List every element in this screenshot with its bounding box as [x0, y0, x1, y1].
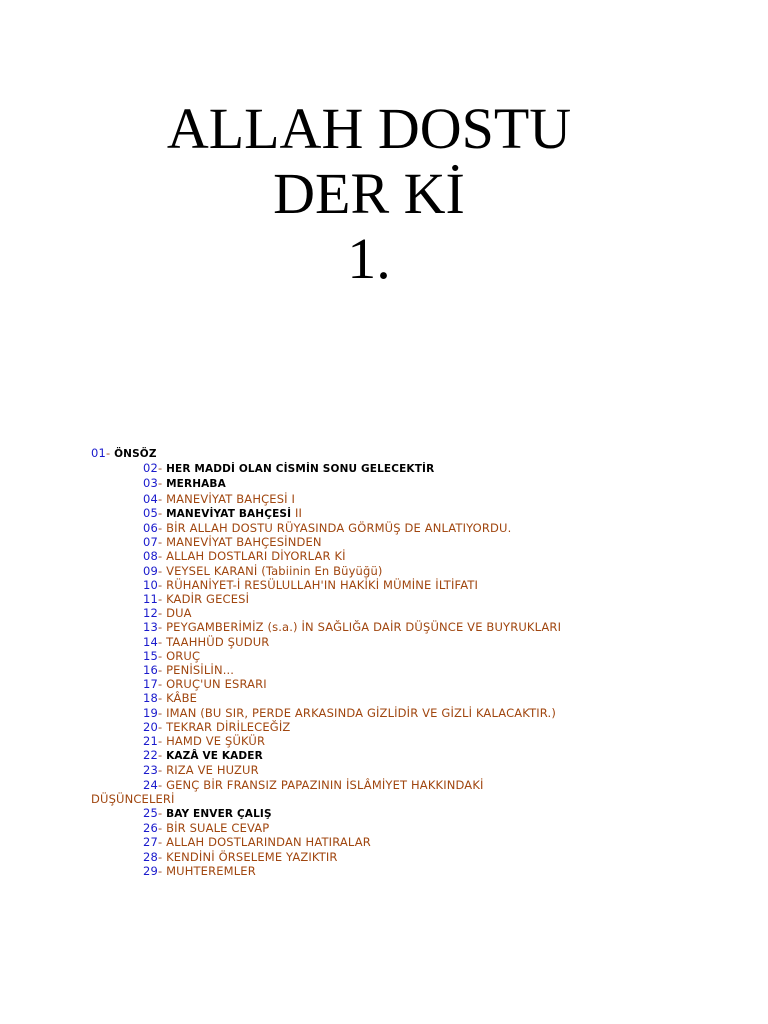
toc-item-number: 15 — [143, 648, 158, 663]
toc-item-separator: - — [157, 777, 163, 792]
toc-item-29[interactable] — [91, 864, 731, 878]
toc-item-label[interactable]: RIZA VE HUZUR — [166, 763, 259, 778]
toc-item-label[interactable]: ÖNSÖZ — [114, 448, 157, 460]
toc-item-27[interactable] — [91, 835, 731, 849]
title-line-2: DER Kİ — [273, 161, 465, 226]
title-line-1: ALLAH DOSTU — [166, 96, 572, 161]
toc-item-separator: - — [157, 549, 163, 564]
toc-item-label[interactable]: ORUÇ'UN ESRARI — [166, 677, 267, 692]
toc-item-separator: - — [157, 476, 163, 491]
toc-item-label[interactable]: VEYSEL KARANİ (Tabiinin En Büyüğü) — [166, 563, 383, 578]
toc-item-number: 29 — [143, 863, 158, 878]
toc-item-label[interactable]: MERHABA — [166, 478, 226, 491]
toc-item-14[interactable] — [91, 635, 731, 649]
toc-item-separator: - — [157, 505, 163, 520]
toc-item-24[interactable] — [91, 778, 731, 806]
toc-item-number: 27 — [143, 835, 158, 850]
toc-item-label[interactable]: ORUÇ — [166, 648, 201, 663]
title-line-3: 1. — [347, 226, 391, 291]
toc-item-label[interactable]: KADİR GECESİ — [166, 592, 250, 607]
toc-item-label[interactable]: ALLAH DOSTLARINDAN HATIRALAR — [166, 835, 371, 850]
toc-item-03[interactable] — [91, 476, 731, 491]
toc-item-label[interactable]: MANEVİYAT BAHÇESİNDEN — [166, 535, 322, 550]
toc-item-number: 20 — [143, 719, 158, 734]
toc-item-28[interactable] — [91, 850, 731, 864]
toc-item-label-continuation[interactable]: DÜŞÜNCELERİ — [91, 791, 175, 806]
toc-item-label[interactable]: BİR ALLAH DOSTU RÜYASINDA GÖRMÜŞ DE ANLATIYORDU. — [166, 521, 512, 536]
toc-item-16[interactable] — [91, 663, 731, 677]
toc-item-separator: - — [105, 446, 111, 460]
toc-item-number: 23 — [143, 763, 158, 778]
toc-item-label[interactable]: KAZÂ VE KADER — [166, 750, 263, 763]
toc-item-label[interactable]: KÂBE — [166, 691, 198, 706]
toc-item-label[interactable]: IMAN (BU SIR, PERDE ARKASINDA GİZLİDİR VE GİZLİ KALACAKTIR.) — [166, 705, 556, 720]
toc-item-number: 08 — [143, 549, 158, 564]
toc-item-number: 10 — [143, 577, 158, 592]
toc-item-number: 26 — [143, 821, 158, 836]
toc-item-18[interactable] — [91, 691, 731, 705]
toc-item-number: 16 — [143, 663, 158, 678]
toc-item-separator: - — [157, 491, 163, 506]
toc-item-08[interactable] — [91, 549, 731, 563]
toc-item-separator: - — [157, 577, 163, 592]
toc-item-number: 01 — [91, 446, 106, 460]
toc-item-number: 22 — [143, 748, 158, 763]
toc-item-separator: - — [157, 648, 163, 663]
toc-item-separator: - — [157, 863, 163, 878]
toc-item-21[interactable] — [91, 734, 731, 748]
toc-item-separator: - — [157, 663, 163, 678]
toc-item-13[interactable] — [91, 620, 731, 634]
toc-item-04[interactable] — [91, 492, 731, 506]
toc-item-number: 02 — [143, 461, 158, 476]
toc-item-label[interactable]: KENDİNİ ÖRSELEME YAZIKTIR — [166, 849, 338, 864]
toc-item-label[interactable]: TEKRAR DİRİLECEĞİZ — [166, 719, 291, 734]
toc-item-23[interactable] — [91, 763, 731, 777]
toc-item-06[interactable] — [91, 521, 731, 535]
toc-item-separator: - — [157, 763, 163, 778]
toc-item-separator: - — [157, 521, 163, 536]
toc-item-01[interactable] — [91, 446, 731, 461]
toc-item-separator: - — [157, 719, 163, 734]
toc-item-number: 06 — [143, 521, 158, 536]
toc-item-number: 13 — [143, 620, 158, 635]
toc-item-number: 18 — [143, 691, 158, 706]
toc-item-label[interactable]: BAY ENVER ÇALIŞ — [166, 808, 272, 821]
toc-item-separator: - — [157, 748, 163, 763]
toc-item-separator: - — [157, 563, 163, 578]
toc-item-17[interactable] — [91, 677, 731, 691]
toc-item-number: 24 — [143, 777, 158, 792]
toc-item-label[interactable]: GENÇ BİR FRANSIZ PAPAZININ İSLÂMİYET HAKKINDAKİ — [166, 777, 484, 792]
toc-item-label[interactable]: HAMD VE ŞÜKÜR — [166, 734, 266, 749]
toc-item-number: 17 — [143, 677, 158, 692]
toc-item-number: 05 — [143, 505, 158, 520]
toc-item-separator: - — [157, 734, 163, 749]
toc-item-separator: - — [157, 634, 163, 649]
toc-item-label[interactable]: PEYGAMBERİMİZ (s.a.) İN SAĞLIĞA DAİR DÜŞÜNCE VE BUYRUKLARI — [166, 620, 562, 635]
toc-item-number: 19 — [143, 705, 158, 720]
toc-item-separator: - — [157, 691, 163, 706]
toc-item-separator: - — [157, 806, 163, 821]
toc-item-label[interactable]: BİR SUALE CEVAP — [166, 821, 270, 836]
toc-item-separator: - — [157, 535, 163, 550]
toc-item-separator: - — [157, 592, 163, 607]
toc-item-10[interactable] — [91, 578, 731, 592]
toc-item-22[interactable] — [91, 748, 731, 763]
toc-item-07[interactable] — [91, 535, 731, 549]
toc-item-15[interactable] — [91, 649, 731, 663]
toc-item-label[interactable]: MANEVİYAT BAHÇESİ I — [166, 491, 296, 506]
toc-item-separator: - — [157, 849, 163, 864]
toc-item-separator: - — [157, 705, 163, 720]
toc-item-number: 21 — [143, 734, 158, 749]
toc-item-02[interactable] — [91, 461, 731, 476]
toc-item-label[interactable]: TAAHHÜD ŞUDUR — [166, 634, 270, 649]
toc-item-number: 28 — [143, 849, 158, 864]
toc-item-label[interactable]: ALLAH DOSTLARI DİYORLAR Kİ — [166, 549, 346, 564]
toc-item-number: 03 — [143, 476, 158, 491]
toc-item-label[interactable]: PENİSİLİN... — [166, 663, 235, 678]
toc-item-number: 09 — [143, 563, 158, 578]
toc-item-number: 04 — [143, 491, 158, 506]
toc-item-19[interactable] — [91, 706, 731, 720]
toc-item-number: 14 — [143, 634, 158, 649]
toc-item-separator: - — [157, 606, 163, 621]
toc-item-separator: - — [157, 821, 163, 836]
toc-item-12[interactable] — [91, 606, 731, 620]
toc-item-label[interactable]: DUA — [166, 606, 192, 621]
toc-item-separator: - — [157, 461, 163, 476]
toc-item-label[interactable]: HER MADDİ OLAN CİSMİN SONU GELECEKTİR — [166, 463, 435, 476]
toc-item-09[interactable] — [91, 564, 731, 578]
table-of-contents — [91, 446, 731, 878]
toc-item-number: 07 — [143, 535, 158, 550]
toc-item-number: 25 — [143, 806, 158, 821]
toc-item-label[interactable]: MUHTEREMLER — [166, 863, 256, 878]
toc-item-number: 12 — [143, 606, 158, 621]
toc-item-label[interactable]: RÜHANİYET-İ RESÜLULLAH'IN HAKİKİ MÜMİNE İLTİFATI — [166, 577, 479, 592]
toc-item-separator: - — [157, 835, 163, 850]
toc-item-number: 11 — [143, 592, 158, 607]
toc-item-separator: - — [157, 677, 163, 692]
toc-item-25[interactable] — [91, 806, 731, 821]
document-title — [0, 96, 738, 291]
toc-item-11[interactable] — [91, 592, 731, 606]
toc-item-label-suffix: II — [295, 505, 303, 520]
toc-item-label[interactable]: MANEVİYAT BAHÇESİ — [166, 507, 292, 520]
toc-item-26[interactable] — [91, 821, 731, 835]
toc-item-separator: - — [157, 620, 163, 635]
toc-item-20[interactable] — [91, 720, 731, 734]
toc-item-05[interactable] — [91, 506, 731, 521]
